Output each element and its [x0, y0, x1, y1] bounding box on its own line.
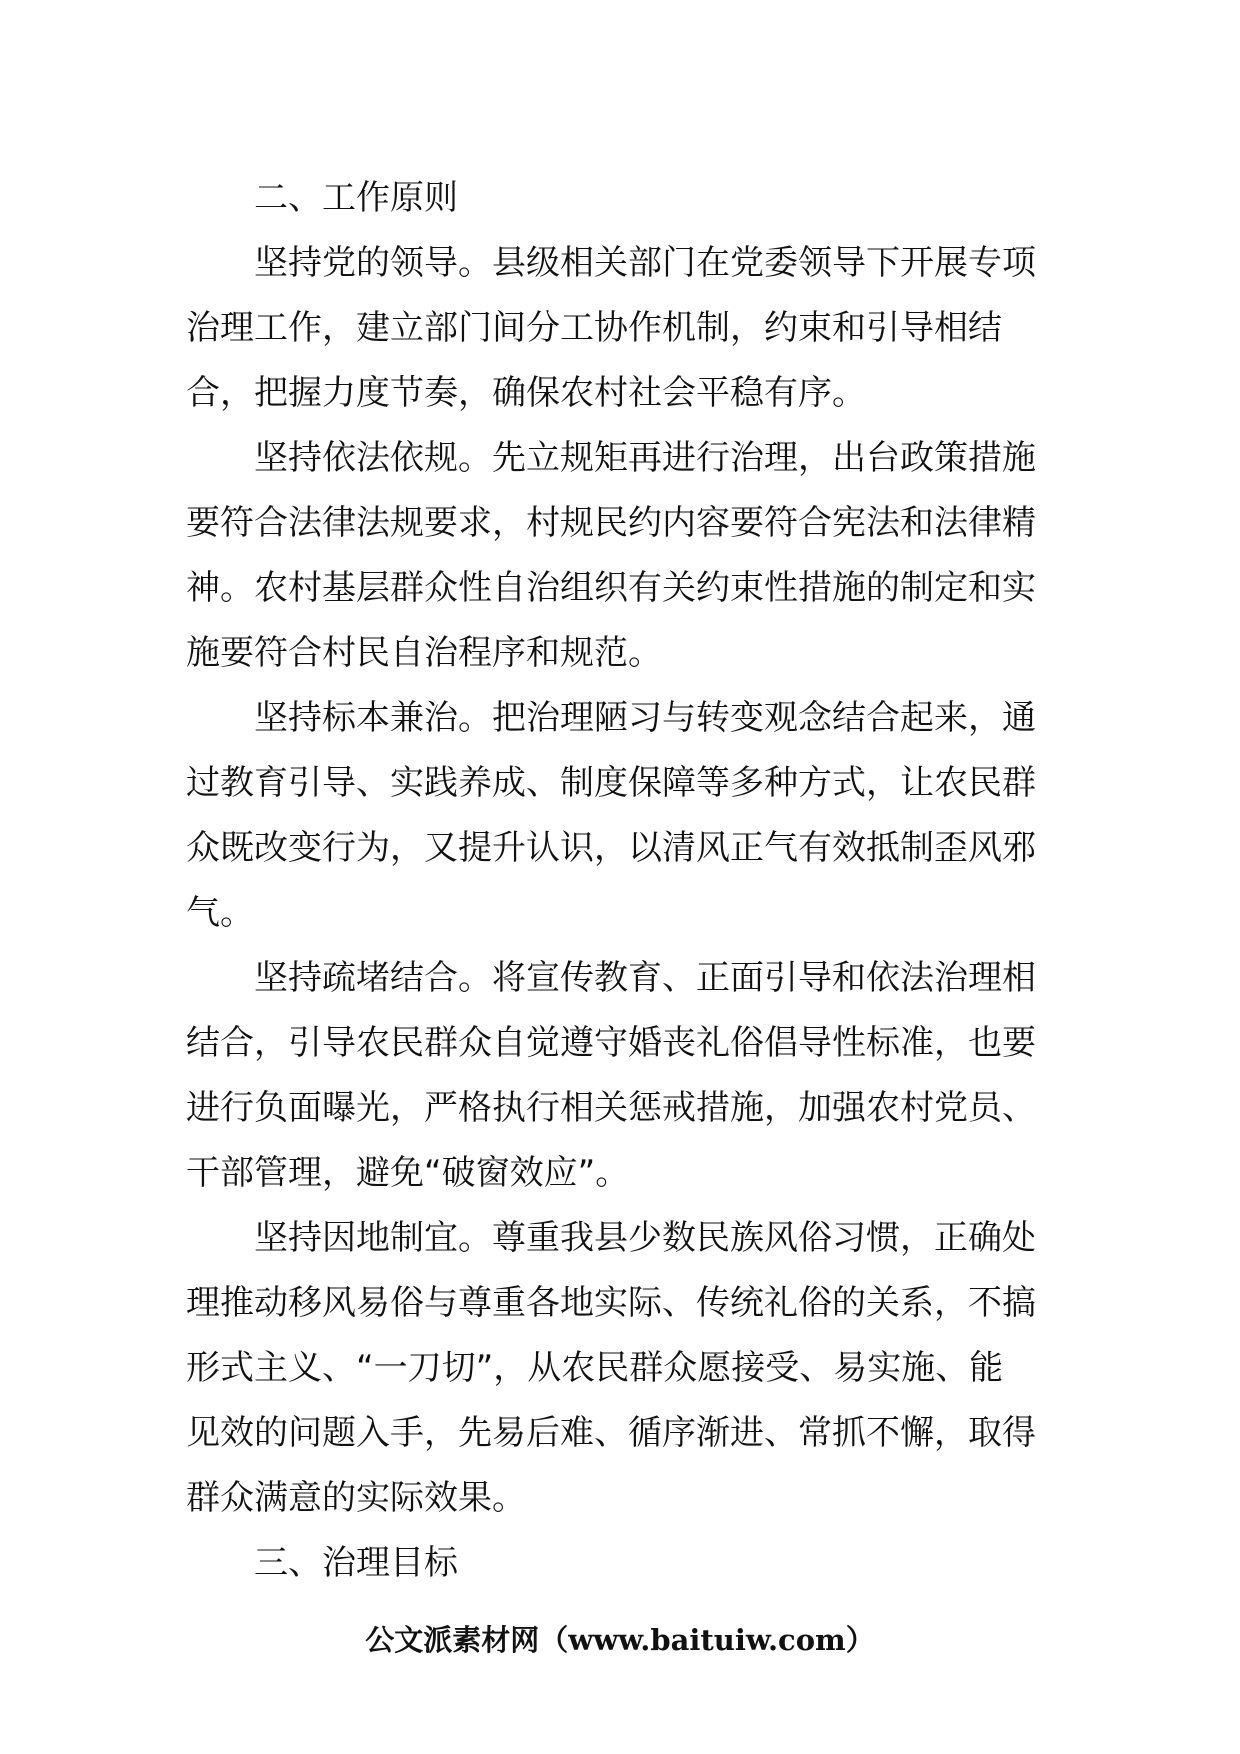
document-body	[186, 166, 1056, 1596]
paragraph-party-leadership: 坚持党的领导。县级相关部门在党委领导下开展专项 治理工作，建立部门间分工协作机制，约束和引导相结 合，把握力度节奏，确保农村社会平稳有序。	[186, 243, 1036, 413]
paragraph-guidance-and-restriction: 坚持疏堵结合。将宣传教育、正面引导和依法治理相 结合，引导农民群众自觉遵守婚丧礼俗倡导性标准，也要 进行负面曝光，严格执行相关惩戒措施，加强农村党员、 干部管理，避免“破窗效应”。	[186, 958, 1036, 1193]
paragraph-root-causes: 坚持标本兼治。把治理陋习与转变观念结合起来，通 过教育引导、实践养成、制度保障等多种方式，让农民群 众既改变行为，又提升认识，以清风正气有效抵制歪风邪 气。	[186, 698, 1036, 933]
section-heading-goals: 三、治理目标	[254, 1543, 458, 1583]
section-heading-principles: 二、工作原则	[254, 178, 458, 218]
paragraph-local-conditions: 坚持因地制宜。尊重我县少数民族风俗习惯，正确处 理推动移风易俗与尊重各地实际、传统礼俗的关系，不搞 形式主义、“一刀切”，从农民群众愿接受、易实施、能 见效的问题入手，先易后难、循序渐进、常抓不懈，取得 群众满意的实际效果。	[186, 1218, 1036, 1518]
paragraph-rule-of-law: 坚持依法依规。先立规矩再进行治理，出台政策措施 要符合法律法规要求，村规民约内容要符合宪法和法律精 神。农村基层群众性自治组织有关约束性措施的制定和实 施要符合村民自治程序和规范。	[186, 438, 1036, 673]
footer-watermark: 公文派素材网（www.baituiw.com）	[365, 1623, 875, 1657]
